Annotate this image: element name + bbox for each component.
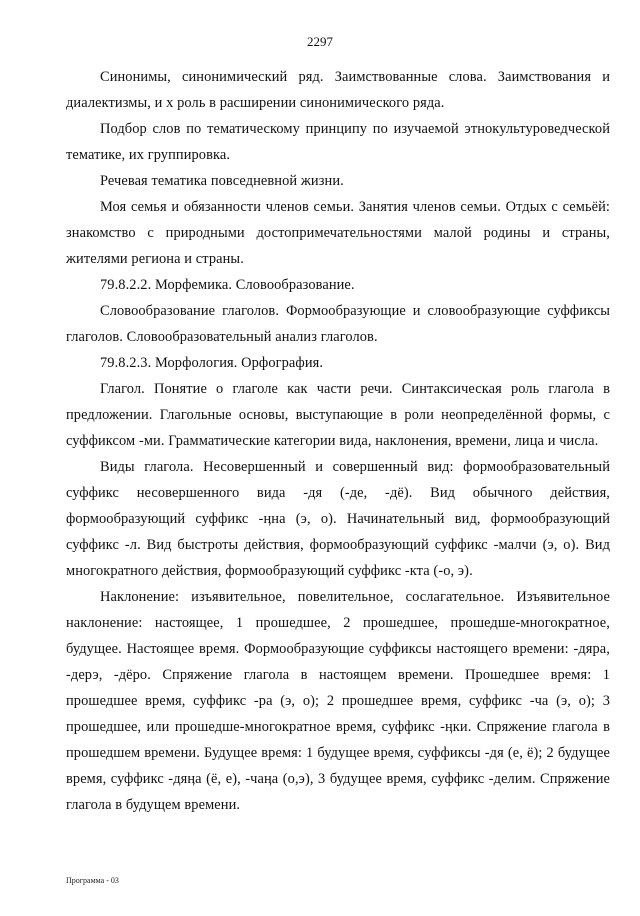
document-body (66, 64, 610, 818)
paragraph-verb-mood: Наклонение: изъявительное, повелительное, сослагательное. Изъявительное наклонение: настоящее, 1 прошедшее, 2 прошедшее, прошедше-многократное, будущее. Настоящее время. Формообразующие суффиксы настоящего времени: -дяра, -дерэ, -дёро. Спряжение глагола в настоящем времени. Прошедшее время: 1 прошедшее время, суффикс -ра (э, о); 2 прошедшее время, суффикс -ча (э, о); 3 прошедшее, или прошедше-многократное время, суффикс -ӊки. Спряжение глагола в прошедшем времени. Будущее время: 1 будущее время, суффиксы -дя (е, ё); 2 будущее время, суффикс -дяӊа (ё, е), -чаӊа (о,э), 3 будущее время, суффикс -делим. Спряжение глагола в будущем времени. (66, 589, 610, 813)
paragraph-word-selection: Подбор слов по тематическому принципу по изучаемой этнокультуроведческой тематике, их группировка. (66, 121, 610, 163)
page-number: 2297 (307, 34, 333, 49)
section-heading-morphology: 79.8.2.3. Морфология. Орфография. (100, 355, 324, 371)
paragraph-synonyms: Синонимы, синонимический ряд. Заимствованные слова. Заимствования и диалектизмы, и х роль в расширении синонимического ряда. (66, 69, 610, 111)
paragraph-verb: Глагол. Понятие о глаголе как части речи. Синтаксическая роль глагола в предложении. Глагольные основы, выступающие в роли неопределённой формы, с суффиксом -ми. Грамматические категории вида, наклонения, времени, лица и числа. (66, 381, 610, 449)
paragraph-speech-topics: Речевая тематика повседневной жизни. (100, 173, 344, 189)
footer-label: Программа - 03 (66, 876, 119, 885)
section-heading-morphemics: 79.8.2.2. Морфемика. Словообразование. (100, 277, 355, 293)
paragraph-verb-aspects: Виды глагола. Несовершенный и совершенный вид: формообразовательный суффикс несовершенного вида -дя (-де, -дё). Вид обычного действия, формообразующий суффикс -ӊна (э, о). Начинательный вид, формообразующий суффикс -л. Вид быстроты действия, формообразующий суффикс -малчи (э, о). Вид многократного действия, формообразующий суффикс -кта (-о, э). (66, 459, 610, 579)
paragraph-family: Моя семья и обязанности членов семьи. Занятия членов семьи. Отдых с семьёй: знакомство с природными достопримечательностями малой родины и страны, жителями региона и страны. (66, 199, 610, 267)
paragraph-word-formation: Словообразование глаголов. Формообразующие и словообразующие суффиксы глаголов. Словообразовательный анализ глаголов. (66, 303, 610, 345)
